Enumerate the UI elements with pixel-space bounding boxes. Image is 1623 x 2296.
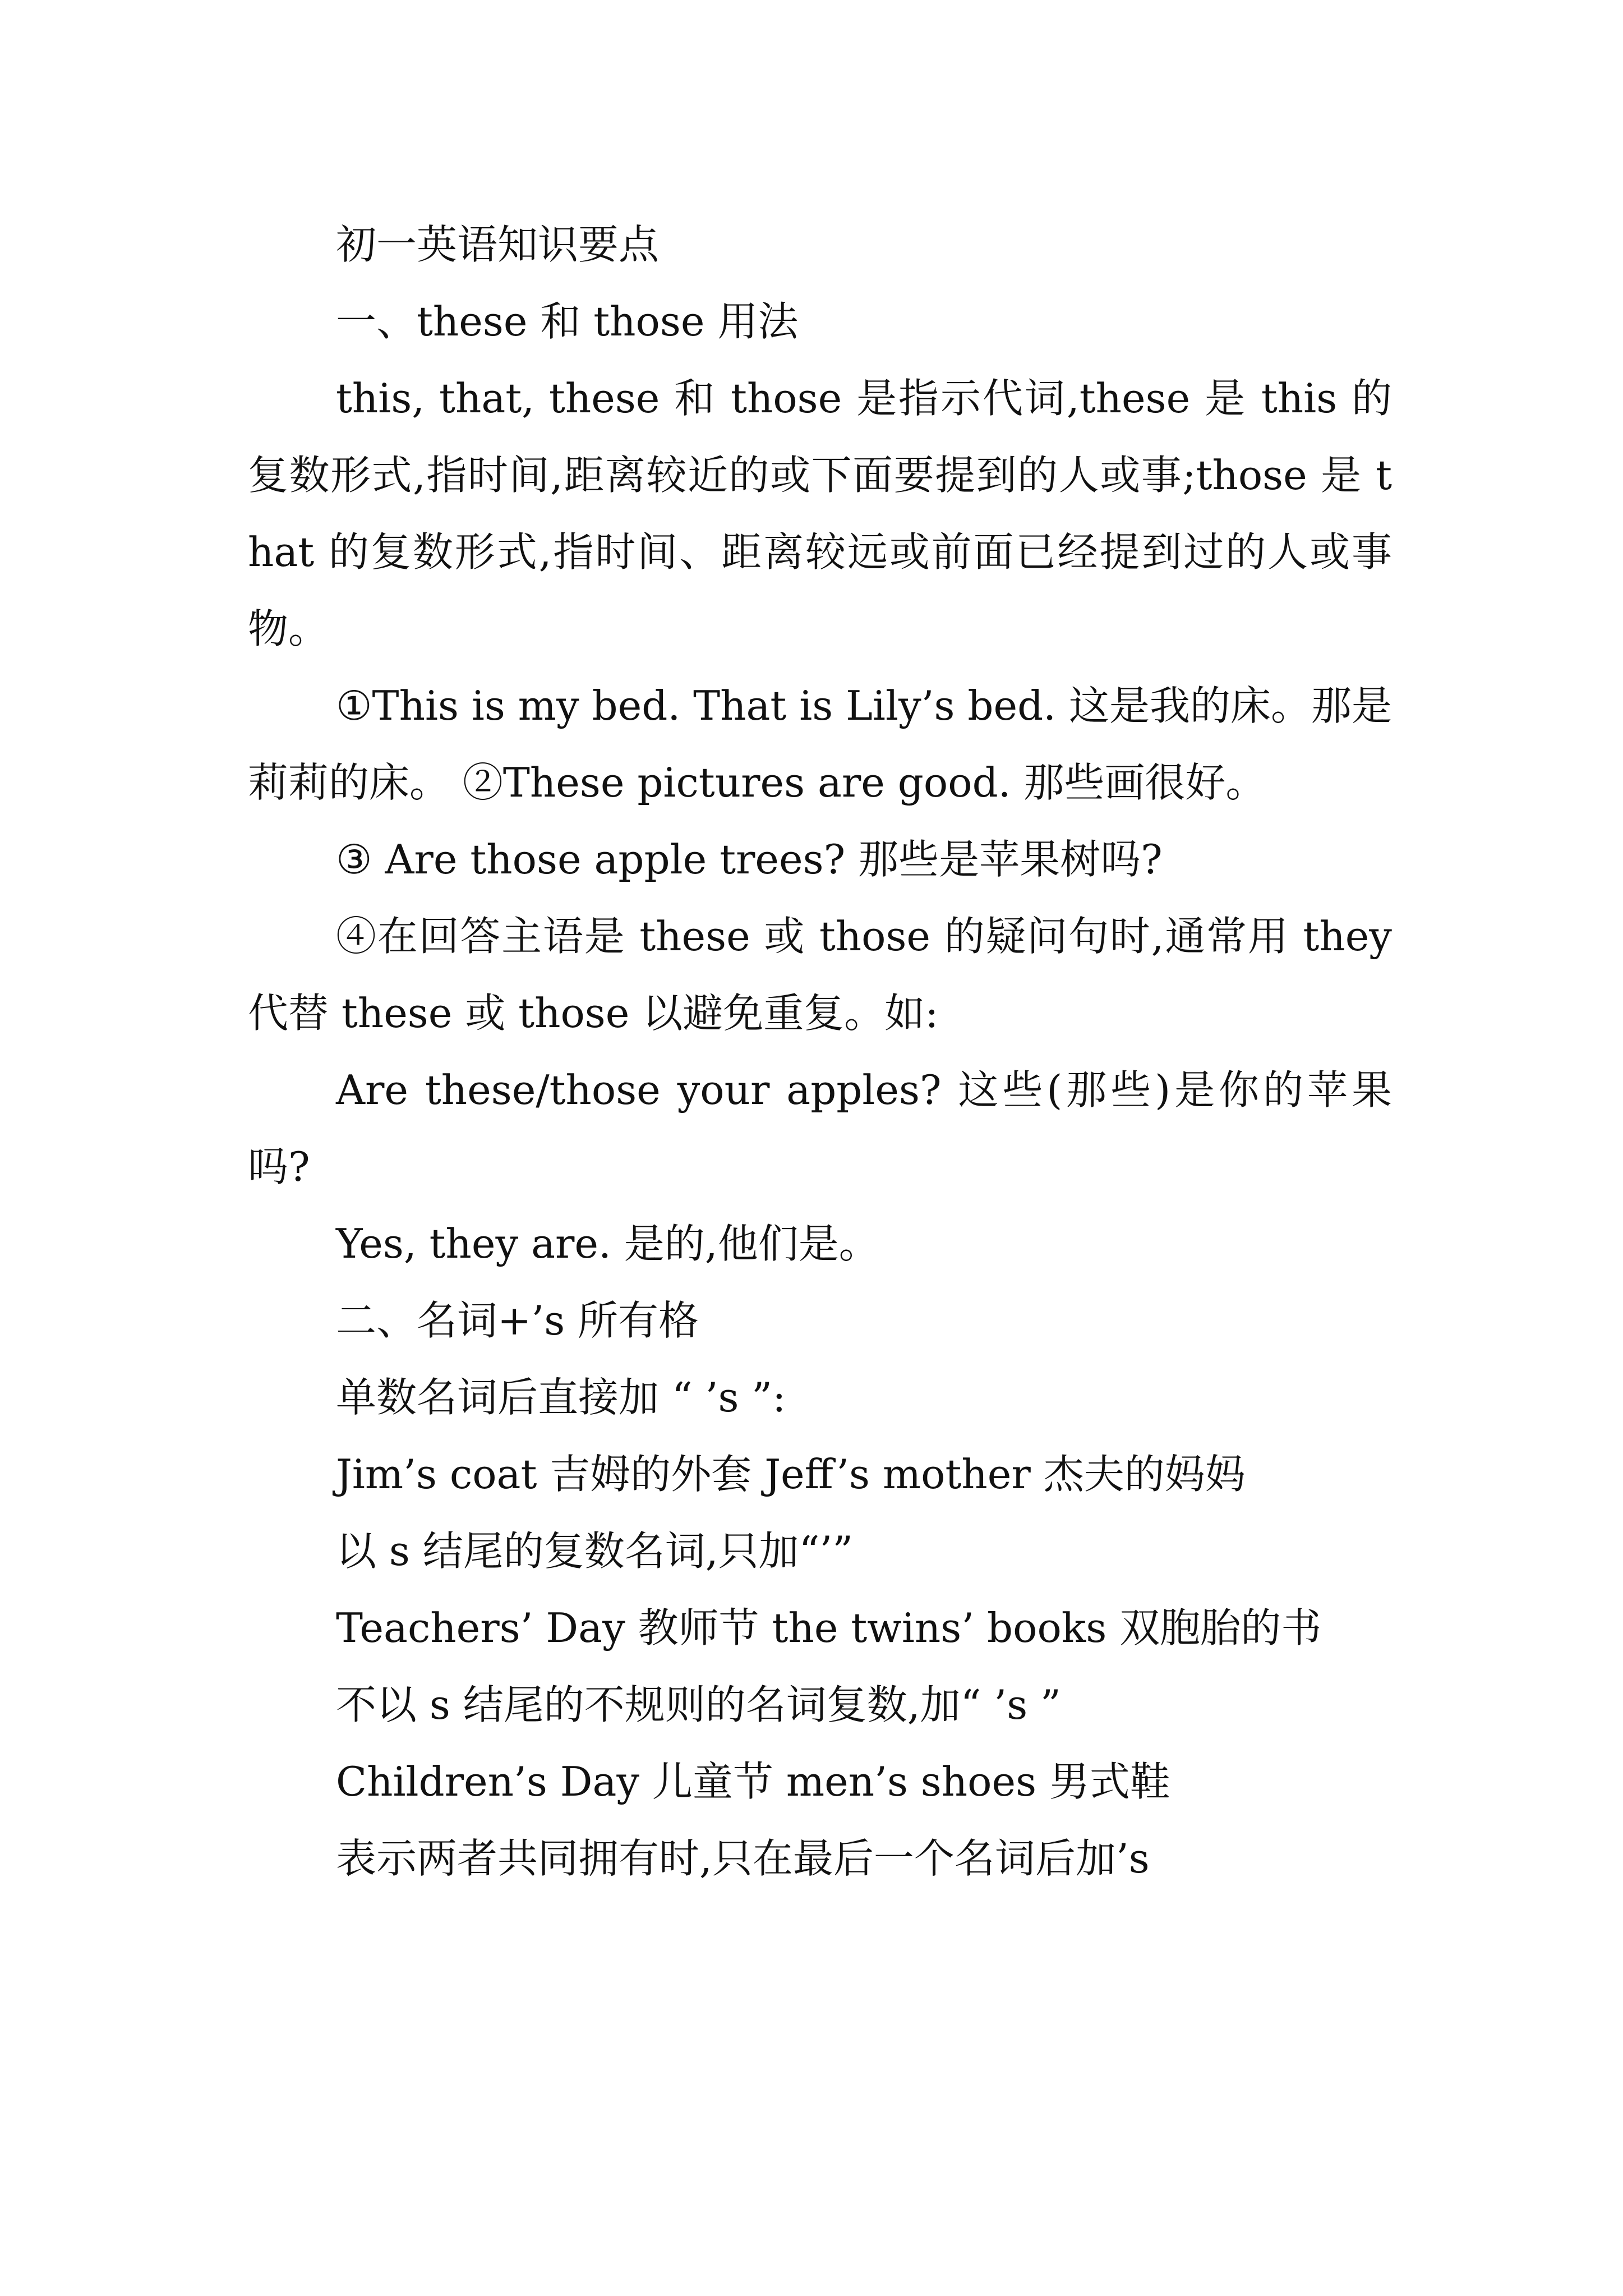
section-2-rule-4: 表示两者共同拥有时,只在最后一个名词后加’s (336, 1835, 1150, 1882)
section-2-rule-1-example: Jim’s coat 吉姆的外套 Jeff’s mother 杰夫的妈妈 (336, 1451, 1246, 1498)
section-2-rule-1: 单数名词后直接加 “ ’s ”: (336, 1374, 786, 1421)
section-1-answer: Yes, they are. 是的,他们是。 (336, 1220, 879, 1267)
section-1-question: Are these/those your apples? 这些(那些)是你的苹果吗? (248, 1066, 1392, 1190)
section-2-rule-3-example: Children’s Day 儿童节 men’s shoes 男式鞋 (336, 1758, 1170, 1805)
document-title: 初一英语知识要点 (336, 221, 660, 268)
section-1-example-3: ③ Are those apple trees? 那些是苹果树吗? (336, 836, 1163, 883)
section-2-heading: 二、名词+’s 所有格 (336, 1297, 699, 1344)
section-1-example-1-2: ①This is my bed. That is Lily’s bed. 这是我的床。那是莉莉的床。 ②These pictures are good. 那些画很好。 (248, 682, 1392, 806)
section-2-rule-3: 不以 s 结尾的不规则的名词复数,加“ ’s ” (336, 1681, 1061, 1728)
section-2-rule-2: 以 s 结尾的复数名词,只加“’” (336, 1527, 854, 1575)
section-1-heading: 一、these 和 those 用法 (336, 298, 799, 345)
document-body (248, 206, 1392, 1897)
section-1-definition: this, that, these 和 those 是指示代词,these 是 this 的复数形式,指时间,距离较近的或下面要提到的人或事;those 是 that 的复数形式,指时间、距离较远或前面已经提到过的人或事物。 (248, 375, 1392, 652)
section-2-rule-2-example: Teachers’ Day 教师节 the twins’ books 双胞胎的书 (336, 1604, 1322, 1651)
section-1-example-4: ④在回答主语是 these 或 those 的疑问句时,通常用 they 代替 these 或 those 以避免重复。如: (248, 913, 1392, 1037)
